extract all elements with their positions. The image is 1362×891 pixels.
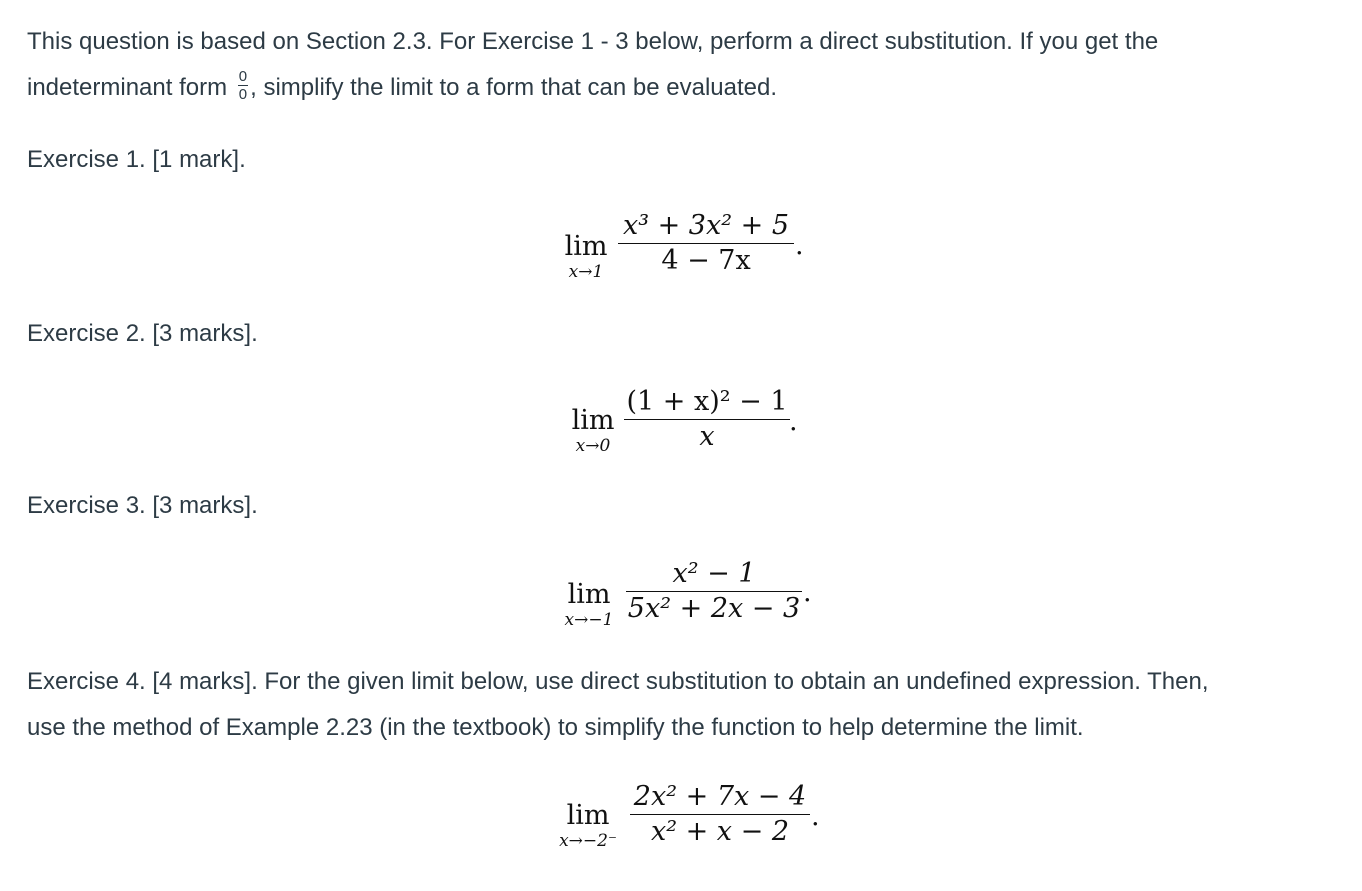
exercise-4-lim: lim (566, 800, 610, 831)
exercise-1-fraction (618, 209, 794, 278)
exercise-2-period: . (789, 406, 798, 437)
exercise-3-numerator: x² − 1 (672, 558, 756, 589)
exercise-1-limit-operator (562, 232, 610, 282)
exercise-4-denominator: x² + x − 2 (650, 816, 790, 847)
exercise-1-numerator: x³ + 3x² + 5 (622, 210, 790, 241)
exercise-4-fraction (630, 780, 810, 849)
exercise-3-lim: lim (567, 579, 611, 610)
exercise-4-label: Exercise 4. [4 marks]. For the given limit below, use direct substitution to obtain an undefined expression. Then, (27, 668, 1209, 695)
exercise-1-lim: lim (564, 231, 608, 262)
exercise-2-label: Exercise 2. [3 marks]. (27, 320, 258, 347)
intro-line-2-end: , simplify the limit to a form that can be evaluated. (250, 74, 778, 101)
exercise-4-limit-operator (550, 801, 626, 851)
exercise-2-numerator: (1 + x)² − 1 (626, 386, 788, 417)
exercise-2-lim: lim (571, 405, 615, 436)
exercise-3-label: Exercise 3. [3 marks]. (27, 492, 258, 519)
exercise-1-denominator: 4 − 7x (661, 245, 751, 276)
exercise-3-fraction (626, 557, 802, 626)
exercise-2-denominator: x (699, 421, 715, 452)
exercise-3-lim-subscript: x→−1 (564, 610, 614, 630)
exercise-2-lim-subscript: x→0 (575, 436, 611, 456)
exercise-2-fraction (624, 385, 790, 454)
indeterminate-form-fraction (238, 69, 248, 102)
exercise-1-lim-subscript: x→1 (568, 262, 604, 282)
indeterminate-numerator: 0 (238, 68, 248, 86)
intro-line-1: This question is based on Section 2.3. For Exercise 1 - 3 below, perform a direct substitution. If you get the (27, 28, 1159, 55)
exercise-1-label: Exercise 1. [1 mark]. (27, 146, 246, 173)
intro-paragraph (27, 19, 1158, 111)
exercise-4-lim-subscript: x→−2⁻ (559, 831, 617, 851)
indeterminate-denominator: 0 (238, 86, 248, 104)
exercise-1-period: . (795, 230, 804, 261)
exercise-3-denominator: 5x² + 2x − 3 (627, 593, 801, 624)
exercise-3-period: . (803, 577, 812, 608)
exercise-4-numerator: 2x² + 7x − 4 (633, 781, 807, 812)
exercise-4-text (27, 659, 1209, 751)
intro-line-2-start: indeterminant form (27, 74, 234, 101)
exercise-3-limit-operator (556, 580, 622, 630)
exercise-2-limit-operator (569, 406, 617, 456)
exercise-4-period: . (811, 801, 820, 832)
exercise-4-label-line-2: use the method of Example 2.23 (in the textbook) to simplify the function to help determine the limit. (27, 714, 1084, 741)
